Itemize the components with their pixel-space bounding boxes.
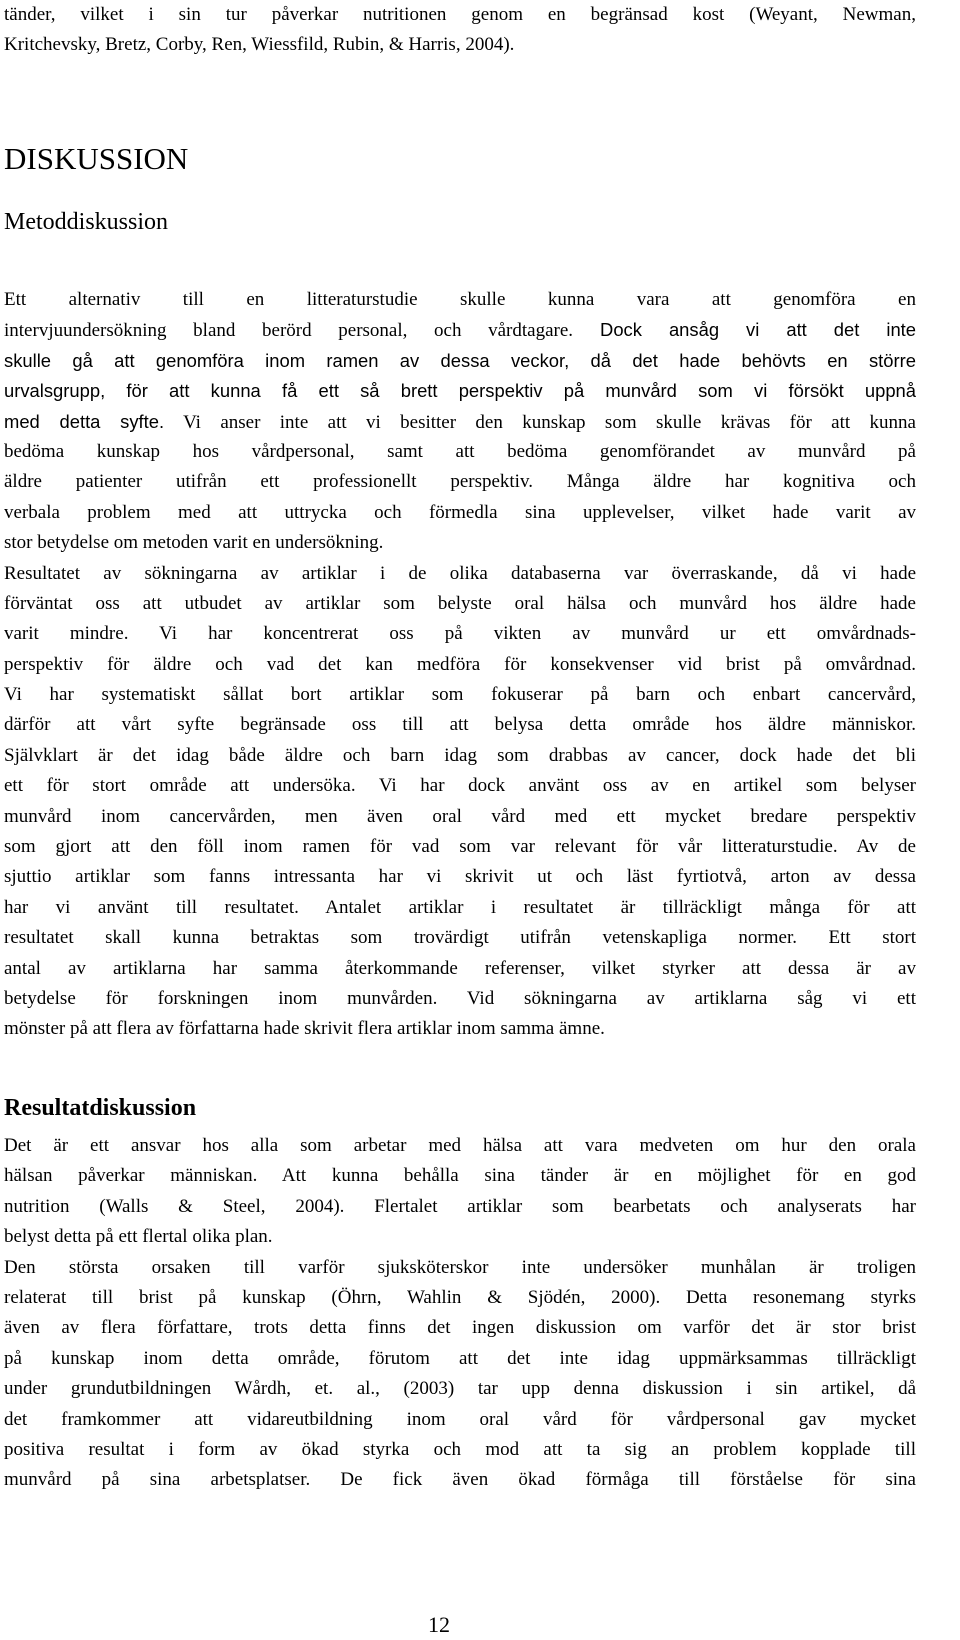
top-paragraph (4, 0, 916, 61)
text-line: skulle gå att genomföra inom ramen av dessa veckor, då det hade behövts en större (4, 349, 916, 371)
text-run-sans: Dock ansåg vi att det inte (573, 319, 917, 341)
text-line-mixed (4, 407, 916, 437)
text-line: sjuttio artiklar som fanns intressanta har vi skrivit ut och läst fyrtiotvå, arton av dessa (4, 866, 916, 888)
text-line: mönster på att flera av författarna hade skrivit flera artiklar inom samma ämne. (4, 1018, 605, 1040)
subsection-title-metoddiskussion: Metoddiskussion (4, 209, 169, 235)
text-line: varit mindre. Vi har koncentrerat oss på vikten av munvård ur ett omvårdnads- (4, 623, 916, 645)
text-line: under grundutbildningen Wårdh, et. al., (2003) tar upp denna diskussion i sin artikel, då (4, 1378, 916, 1400)
text-line: perspektiv för äldre och vad det kan medföra för konsekvenser vid brist på omvårdnad. (4, 653, 916, 675)
text-line: nutrition (Walls & Steel, 2004). Flertalet artiklar som bearbetats och analyserats har (4, 1195, 916, 1217)
text-line: Ett alternativ till en litteraturstudie skulle kunna vara att genomföra en (4, 289, 916, 310)
text-line: Det är ett ansvar hos alla som arbetar med hälsa att vara medveten om hur den orala (4, 1135, 916, 1156)
text-line: på kunskap inom detta område, förutom att det inte idag uppmärksammas tillräckligt (4, 1347, 916, 1369)
text-line: Självklart är det idag både äldre och barn idag som drabbas av cancer, dock hade det bli (4, 744, 916, 766)
text-line: munvård inom cancervården, men även oral vård med ett mycket bredare perspektiv (4, 805, 916, 827)
text-run-sans: med detta syfte. (4, 410, 165, 432)
text-run: Vi anser inte att vi besitter den kunskap som skulle krävas för att kunna (164, 411, 916, 433)
text-line: Resultatet av sökningarna av artiklar i de olika databaserna var överraskande, då vi hade (4, 562, 916, 584)
text-line: ett för stort område att undersöka. Vi har dock använt oss av en artikel som belyser (4, 775, 916, 797)
text-line: betydelse för forskningen inom munvården. Vid sökningarna av artiklarna såg vi ett (4, 987, 916, 1009)
text-line: förväntat oss att utbudet av artiklar som belyste oral hälsa och munvård hos äldre hade (4, 592, 916, 614)
text-line: belyst detta på ett flertal olika plan. (4, 1226, 273, 1248)
text-line: stor betydelse om metoden varit en undersökning. (4, 532, 384, 554)
text-line: som gjort att den föll inom ramen för vad som var relevant för vår litteraturstudie. Av de (4, 836, 916, 858)
text-line: urvalsgrupp, för att kunna få ett så brett perspektiv på munvård som vi försökt uppnå (4, 380, 916, 402)
text-run: intervjuundersökning bland berörd personal, och vårdtagare. (4, 320, 574, 342)
text-line: Kritchevsky, Bretz, Corby, Ren, Wiessfild, Rubin, & Harris, 2004). (4, 34, 515, 56)
text-line: Den största orsaken till varför sjuksköterskor inte undersöker munhålan är troligen (4, 1256, 916, 1278)
text-line: resultatet skall kunna betraktas som trovärdigt utifrån vetenskapliga normer. Ett stort (4, 927, 916, 949)
page-number: 12 (428, 1612, 450, 1637)
text-line: munvård på sina arbetsplatser. De fick även ökad förmåga till förståelse för sina (4, 1469, 916, 1491)
text-line: positiva resultat i form av ökad styrka och mod att ta sig an problem kopplade till (4, 1438, 916, 1460)
text-line: bedöma kunskap hos vårdpersonal, samt att bedöma genomförandet av munvård på (4, 440, 916, 462)
text-line: hälsan påverkar människan. Att kunna behålla sina tänder är en möjlighet för en god (4, 1165, 916, 1187)
text-line: har vi använt till resultatet. Antalet artiklar i resultatet är tillräckligt många för att (4, 896, 916, 918)
text-line: därför att vårt syfte begränsade oss till att belysa detta område hos äldre människor. (4, 714, 916, 736)
metoddiskussion-paragraph (4, 285, 916, 1045)
resultatdiskussion-paragraph (4, 1131, 916, 1496)
text-line: äldre patienter utifrån ett professionellt perspektiv. Många äldre har kognitiva och (4, 471, 916, 493)
section-title: DISKUSSION (4, 141, 189, 176)
text-line: relaterat till brist på kunskap (Öhrn, Wahlin & Sjödén, 2000). Detta resonemang styrks (4, 1286, 916, 1308)
text-line: även av flera författare, trots detta finns det ingen diskussion om varför det är stor brist (4, 1317, 916, 1339)
text-line: verbala problem med att uttrycka och förmedla sina upplevelser, vilket hade varit av (4, 501, 916, 523)
text-line: det framkommer att vidareutbildning inom oral vård för vårdpersonal gav mycket (4, 1408, 916, 1430)
text-line: tänder, vilket i sin tur påverkar nutritionen genom en begränsad kost (Weyant, Newman, (4, 4, 916, 25)
subsection-title-resultatdiskussion: Resultatdiskussion (4, 1095, 197, 1121)
text-line: Vi har systematiskt sållat bort artiklar som fokuserar på barn och enbart cancervård, (4, 684, 916, 706)
text-line: antal av artiklarna har samma återkommande referenser, vilket styrker att dessa är av (4, 957, 916, 979)
text-line-mixed (4, 315, 916, 345)
